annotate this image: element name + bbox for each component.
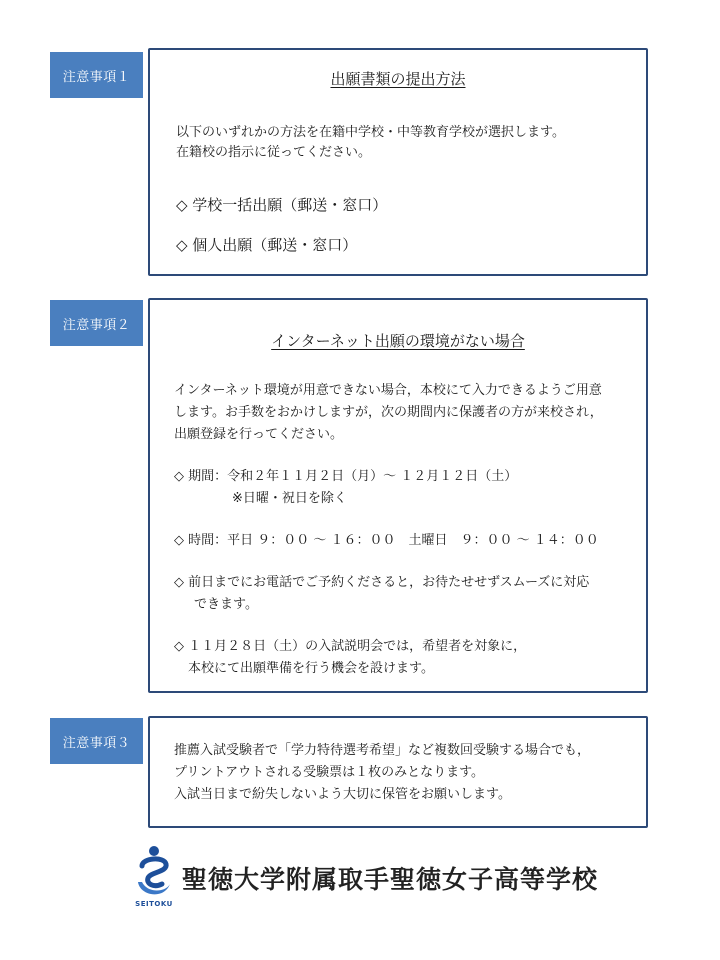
- note-2-line: インターネット環境が用意できない場合，本校にて入力できるようご用意: [174, 383, 602, 398]
- note-3-line: 入試当日まで紛失しないよう大切に保管をお願いします。: [174, 787, 511, 802]
- note-2-line: 出願登録を行ってください。: [174, 427, 344, 442]
- period-line: ◇ 期間：令和２年１１月２日（月）～ １２月１２日（土）: [174, 469, 518, 484]
- period-note: ※日曜・祝日を除く: [232, 491, 347, 506]
- note-1-box: [148, 48, 648, 276]
- note-1-line: 以下のいずれかの方法を在籍中学校・中等教育学校が選択します。: [176, 125, 565, 140]
- note-1-item: ◇ 学校一括出願（郵送・窓口）: [176, 196, 388, 214]
- seitoku-logo-icon: [134, 844, 174, 902]
- hours-line: ◇ 時間：平日 ９：００ ～ １６：００ 土曜日 ９：００ ～ １４：００: [174, 533, 599, 548]
- note-1-tag: 注意事項１: [50, 52, 143, 98]
- note-1-line: 在籍校の指示に従ってください。: [176, 145, 372, 160]
- note-2-tag: 注意事項２: [50, 300, 143, 346]
- note-2-title: インターネット出願の環境がない場合: [271, 332, 525, 350]
- logo-text: SEITOKU: [135, 900, 173, 908]
- note-3-tag: 注意事項３: [50, 718, 143, 764]
- school-name: 聖徳大学附属取手聖徳女子高等学校: [182, 865, 599, 894]
- note-2-line: します。お手数をおかけしますが，次の期間内に保護者の方が来校され，: [174, 405, 603, 420]
- note-2-box: [148, 298, 648, 693]
- briefing-line-cont: 本校にて出願準備を行う機会を設けます。: [188, 661, 434, 676]
- note-3-line: 推薦入試受験者で「学力特待選考希望」など複数回受験する場合でも，: [174, 743, 591, 758]
- note-3-box: [148, 716, 648, 828]
- reservation-line: ◇ 前日までにお電話でご予約くださると，お待たせせずスムーズに対応: [174, 575, 590, 590]
- briefing-line: ◇ １１月２８日（土）の入試説明会では，希望者を対象に，: [174, 639, 527, 654]
- reservation-line-cont: できます。: [194, 597, 258, 612]
- note-3-line: プリントアウトされる受験票は１枚のみとなります。: [174, 765, 485, 780]
- school-logo: [134, 844, 599, 916]
- note-1-item: ◇ 個人出願（郵送・窓口）: [176, 236, 358, 254]
- note-1-title: 出願書類の提出方法: [330, 70, 466, 88]
